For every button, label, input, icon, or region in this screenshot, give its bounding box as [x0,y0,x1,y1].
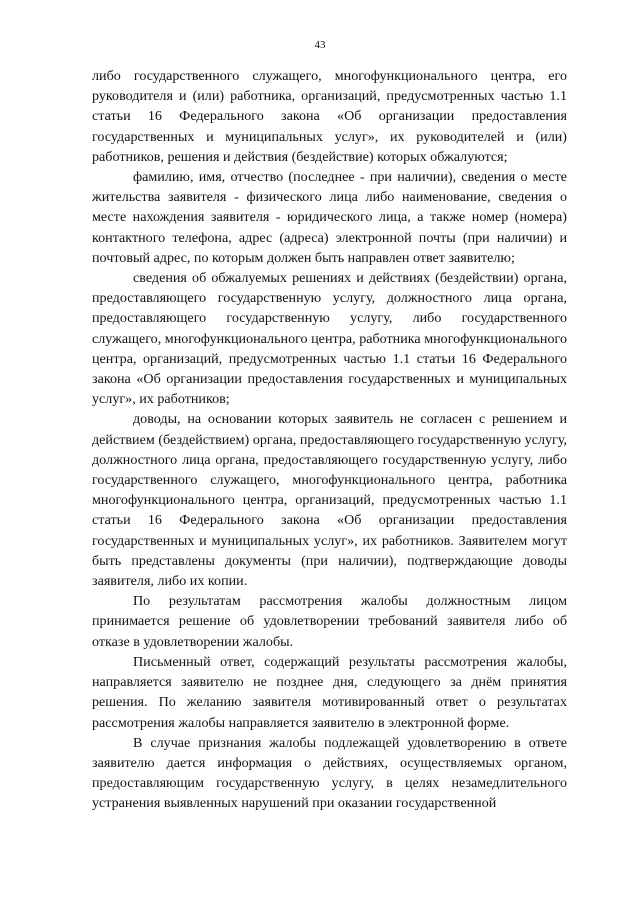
paragraph-review-decision: По результатам рассмотрения жалобы должностным лицом принимается решение об удовлетворении требований заявителя либо об отказе в удовлетворении жалобы. [92,593,567,650]
paragraph-remedy-info: В случае признания жалобы подлежащей удовлетворению в ответе заявителю дается информация о действиях, осуществляемых органом, предоставляющим государственную услугу, в целях незамедлительного устранения выявленных нарушений при оказании государственной [92,734,567,812]
paragraph-appealed-decisions: сведения об обжалуемых решениях и действиях (бездействии) органа, предоставляющего государственную услугу, должностного лица органа, предоставляющего государственную услугу, либо государственного служащего, многофункционального центра, работника многофункционального центра, организаций, предусмотренных частью 1.1 статьи 16 Федерального закона «Об организации предоставления государственных и муниципальных услуг», их работников; [92,270,567,408]
paragraph-arguments: доводы, на основании которых заявитель не согласен с решением и действием (бездействием) органа, предоставляющего государственную услугу, должностного лица органа, предоставляющего государственную услугу, либо государственного служащего, многофункционального центра, работника многофункционального центра, организаций, предусмотренных частью 1.1 статьи 16 Федерального закона «Об организации предоставления государственных и муниципальных услуг», их работников. Заявителем могут быть представлены документы (при наличии), подтверждающие доводы заявителя, либо их копии. [92,411,567,590]
document-body [92,66,567,814]
paragraph-continuation: либо государственного служащего, многофункционального центра, его руководителя и (или) работника, организаций, предусмотренных частью 1.1 статьи 16 Федерального закона «Об организации предоставления государственных и муниципальных услуг», их руководителей и (или) работников, решения и действия (бездействие) которых обжалуются; [92,68,567,165]
paragraph-written-response: Письменный ответ, содержащий результаты рассмотрения жалобы, направляется заявителю не позднее дня, следующего за днём принятия решения. По желанию заявителя мотивированный ответ о результатах рассмотрения жалобы направляется заявителю в электронной форме. [92,653,567,731]
paragraph-applicant-details: фамилию, имя, отчество (последнее - при наличии), сведения о месте жительства заявителя - физического лица либо наименование, сведения о месте нахождения заявителя - юридического лица, а также номер (номера) контактного телефона, адрес (адреса) электронной почты (при наличии) и почтовый адрес, по которым должен быть направлен ответ заявителю; [92,169,567,266]
page-number: 43 [314,39,326,51]
